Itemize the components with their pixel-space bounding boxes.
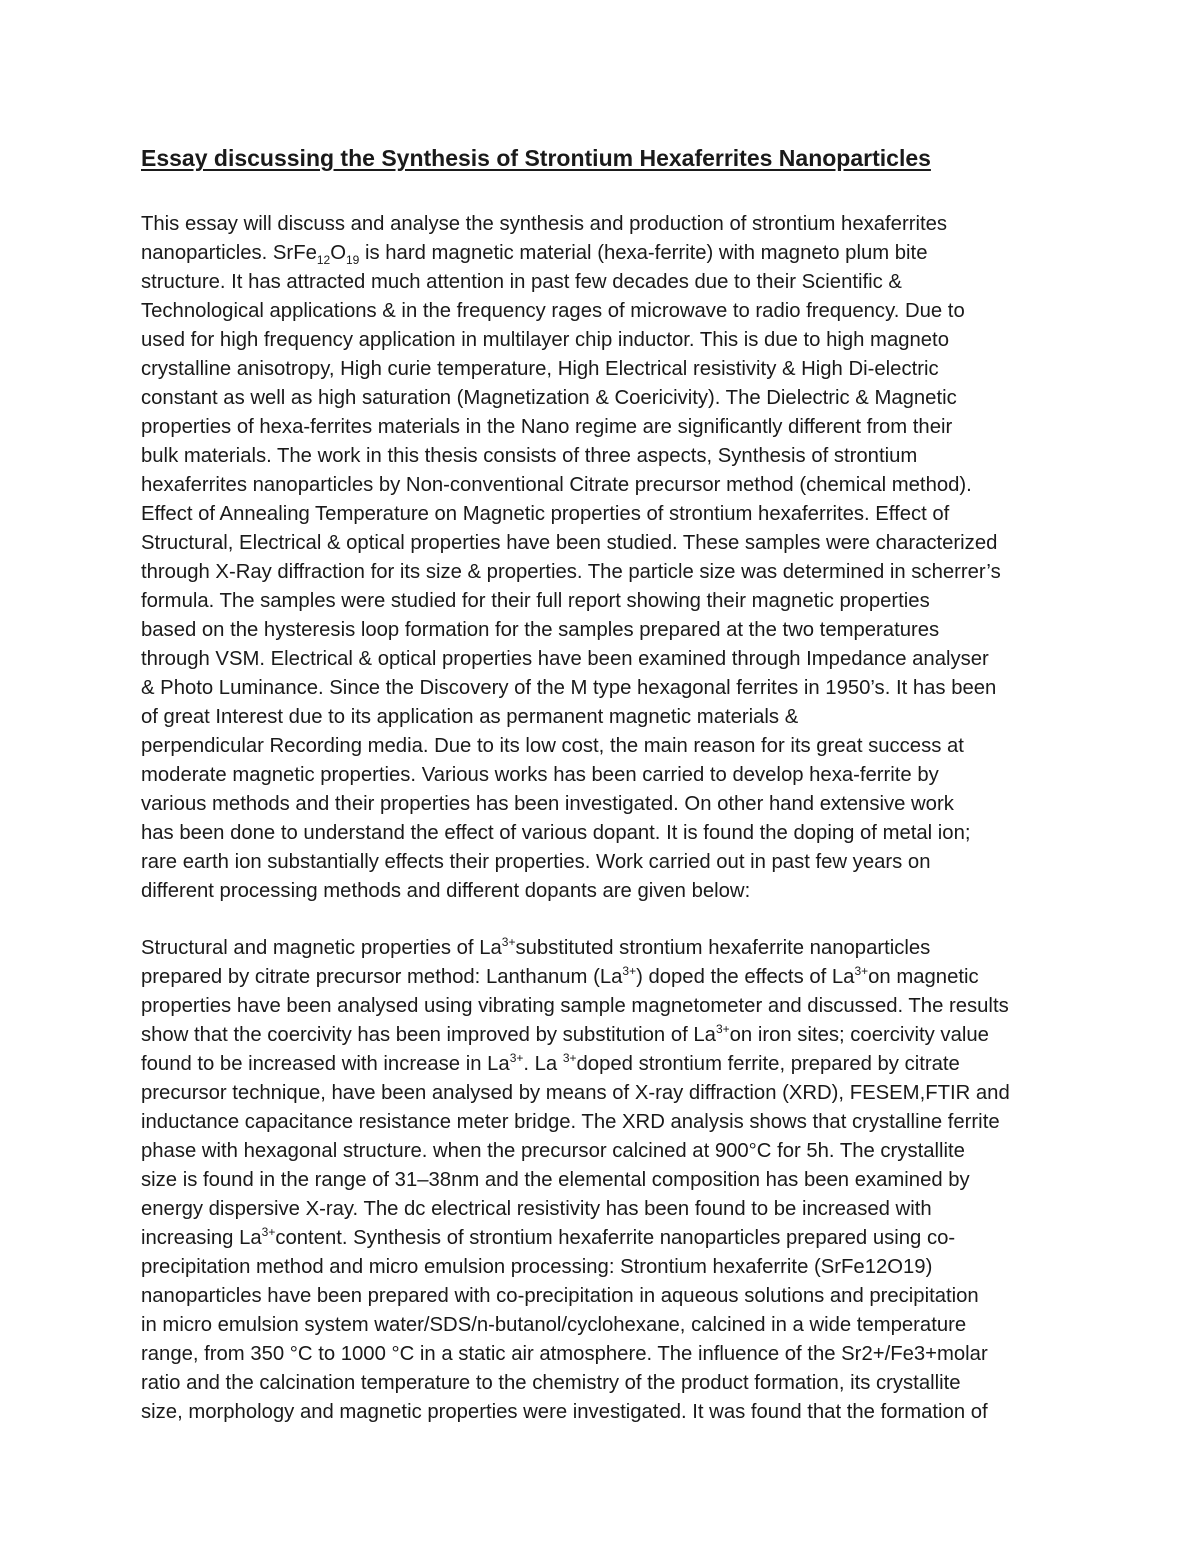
text-line: properties have been analysed using vibrating sample magnetometer and discussed. The results — [141, 995, 1009, 1017]
text-run: O — [330, 242, 346, 264]
text-run: ) doped the effects of La — [636, 966, 855, 988]
superscript: 3+ — [261, 1225, 276, 1240]
text-line: inductance capacitance resistance meter bridge. The XRD analysis shows that crystalline ferrite — [141, 1111, 1000, 1133]
text-line: nanoparticles have been prepared with co-precipitation in aqueous solutions and precipitation — [141, 1285, 979, 1307]
text-line: size is found in the range of 31–38nm and the elemental composition has been examined by — [141, 1169, 970, 1191]
text-line: through X-Ray diffraction for its size & properties. The particle size was determined in scherrer’s — [141, 561, 1001, 583]
superscript: 3+ — [622, 964, 637, 979]
text-line: precipitation method and micro emulsion processing: Strontium hexaferrite (SrFe12O19) — [141, 1256, 933, 1278]
text-line: energy dispersive X-ray. The dc electrical resistivity has been found to be increased with — [141, 1198, 932, 1220]
text-line: Technological applications & in the frequency rages of microwave to radio frequency. Due to — [141, 300, 965, 322]
text-line: This essay will discuss and analyse the synthesis and production of strontium hexaferrites — [141, 213, 948, 235]
text-line — [141, 1224, 1071, 1253]
superscript: 3+ — [715, 1022, 730, 1037]
text-run: found to be increased with increase in La — [141, 1053, 510, 1075]
paragraph-intro — [141, 210, 1071, 906]
text-line: hexaferrites nanoparticles by Non-conventional Citrate precursor method (chemical method). — [141, 474, 972, 496]
text-run: prepared by citrate precursor method: Lanthanum (La — [141, 966, 623, 988]
document-page — [141, 142, 1071, 1427]
text-line: used for high frequency application in multilayer chip inductor. This is due to high magneto — [141, 329, 949, 351]
text-run: . La — [523, 1053, 563, 1075]
text-run: substituted strontium hexaferrite nanoparticles — [515, 937, 931, 959]
subscript: 19 — [346, 253, 360, 268]
text-line — [141, 934, 1071, 963]
text-line: various methods and their properties has been investigated. On other hand extensive work — [141, 793, 954, 815]
paragraph-spacer — [141, 906, 1071, 934]
text-line: different processing methods and different dopants are given below: — [141, 880, 751, 902]
text-line: through VSM. Electrical & optical properties have been examined through Impedance analyser — [141, 648, 989, 670]
text-line: has been done to understand the effect of various dopant. It is found the doping of metal ion; — [141, 822, 971, 844]
text-line: structure. It has attracted much attention in past few decades due to their Scientific & — [141, 271, 902, 293]
text-line: precursor technique, have been analysed by means of X-ray diffraction (XRD), FESEM,FTIR and — [141, 1082, 1010, 1104]
text-line: Structural, Electrical & optical properties have been studied. These samples were characterized — [141, 532, 998, 554]
text-line: moderate magnetic properties. Various works has been carried to develop hexa-ferrite by — [141, 764, 939, 786]
text-line — [141, 1050, 1071, 1079]
subscript: 12 — [316, 253, 331, 268]
text-run: content. Synthesis of strontium hexaferrite nanoparticles prepared using co- — [275, 1227, 956, 1249]
text-line — [141, 1021, 1071, 1050]
text-line: properties of hexa-ferrites materials in the Nano regime are significantly different from their — [141, 416, 953, 438]
text-line — [141, 963, 1071, 992]
text-line: range, from 350 °C to 1000 °C in a static air atmosphere. The influence of the Sr2+/Fe3+molar — [141, 1343, 988, 1365]
text-run: increasing La — [141, 1227, 262, 1249]
text-line: phase with hexagonal structure. when the precursor calcined at 900°C for 5h. The crystallite — [141, 1140, 965, 1162]
text-line: in micro emulsion system water/SDS/n-butanol/cyclohexane, calcined in a wide temperature — [141, 1314, 967, 1336]
text-line: perpendicular Recording media. Due to its low cost, the main reason for its great success at — [141, 735, 964, 757]
text-line: formula. The samples were studied for their full report showing their magnetic properties — [141, 590, 930, 612]
text-line: ratio and the calcination temperature to the chemistry of the product formation, its crystallite — [141, 1372, 961, 1394]
superscript: 3+ — [509, 1051, 524, 1066]
text-line: & Photo Luminance. Since the Discovery of the M type hexagonal ferrites in 1950’s. It has been — [141, 677, 997, 699]
text-line: based on the hysteresis loop formation for the samples prepared at the two temperatures — [141, 619, 940, 641]
text-run: nanoparticles. SrFe — [141, 242, 317, 264]
text-line — [141, 239, 1071, 268]
text-run: show that the coercivity has been improved by substitution of La — [141, 1024, 716, 1046]
text-line: Effect of Annealing Temperature on Magnetic properties of strontium hexaferrites. Effect of — [141, 503, 950, 525]
text-line: crystalline anisotropy, High curie temperature, High Electrical resistivity & High Di-electric — [141, 358, 939, 380]
superscript: 3+ — [501, 935, 516, 950]
text-line: bulk materials. The work in this thesis consists of three aspects, Synthesis of strontium — [141, 445, 918, 467]
text-line: size, morphology and magnetic properties were investigated. It was found that the formation of — [141, 1401, 988, 1423]
superscript: 3+ — [854, 964, 869, 979]
text-run: Structural and magnetic properties of La — [141, 937, 502, 959]
text-run: on magnetic — [868, 966, 979, 988]
text-run: on iron sites; coercivity value — [729, 1024, 989, 1046]
text-run: doped strontium ferrite, prepared by citrate — [576, 1053, 960, 1075]
superscript: 3+ — [562, 1051, 577, 1066]
paragraph-lanthanum — [141, 934, 1071, 1427]
text-line: rare earth ion substantially effects their properties. Work carried out in past few years on — [141, 851, 931, 873]
text-line: of great Interest due to its application as permanent magnetic materials & — [141, 706, 799, 728]
document-title: Essay discussing the Synthesis of Strontium Hexaferrites Nanoparticles — [141, 145, 931, 171]
text-line: constant as well as high saturation (Magnetization & Coericivity). The Dielectric & Magnetic — [141, 387, 957, 409]
text-run: is hard magnetic material (hexa-ferrite) with magneto plum bite — [359, 242, 928, 264]
